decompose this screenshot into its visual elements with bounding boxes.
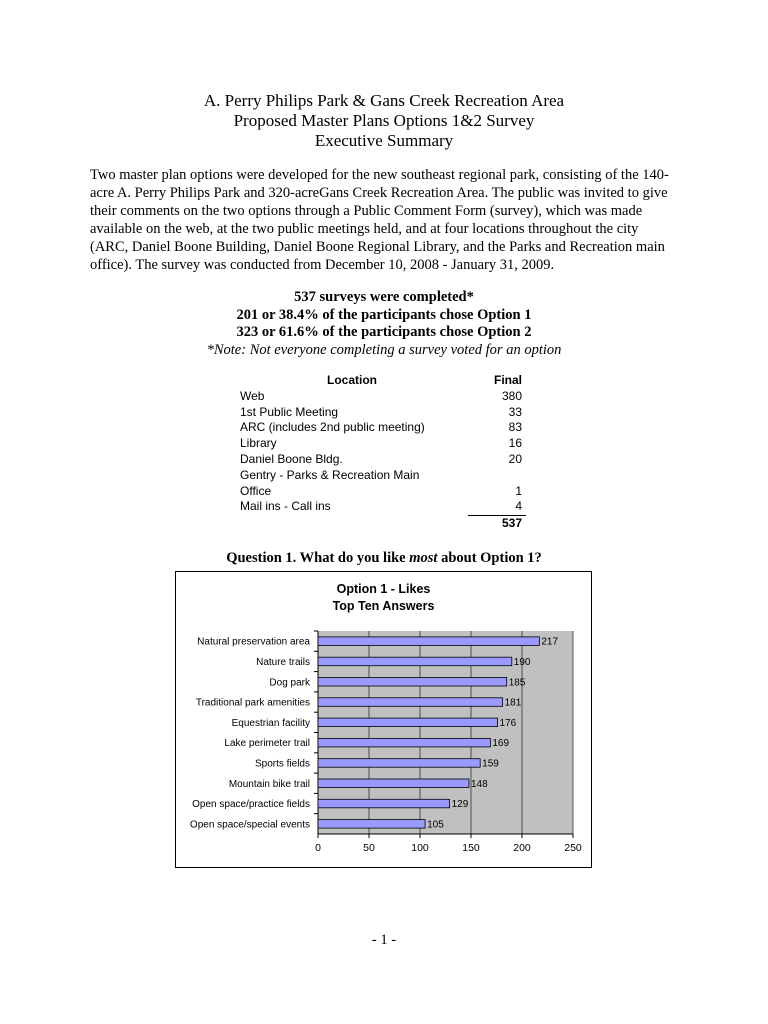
- bar: [318, 779, 469, 788]
- x-tick-label: 0: [315, 842, 321, 854]
- data-label: 217: [541, 636, 559, 648]
- category-label: Traditional park amenities: [195, 697, 310, 709]
- bar: [318, 820, 425, 829]
- final-cell: 33: [508, 404, 522, 419]
- location-cell: ARC (includes 2nd public meeting): [240, 420, 425, 435]
- bar: [318, 718, 498, 727]
- data-label: 181: [504, 697, 522, 709]
- location-cell: Mail ins - Call ins: [240, 499, 331, 514]
- bar: [318, 677, 507, 686]
- x-tick-label: 100: [411, 842, 429, 854]
- category-label: Lake perimeter trail: [224, 738, 310, 750]
- total-cell: 537: [468, 516, 526, 532]
- title-line-2: Proposed Master Plans Options 1&2 Survey: [233, 111, 535, 130]
- chart-title: Option 1 - Likes: [336, 582, 431, 596]
- location-cell: Daniel Boone Bldg.: [240, 451, 343, 466]
- survey-stats: [0, 289, 768, 359]
- data-label: 159: [482, 758, 499, 770]
- final-cell: 380: [501, 388, 522, 403]
- category-label: Equestrian facility: [231, 717, 310, 729]
- bar: [318, 799, 450, 808]
- table-row: [236, 499, 526, 515]
- final-cell: 4: [515, 499, 522, 514]
- bar: [318, 698, 503, 707]
- category-label: Open space/practice fields: [192, 799, 310, 811]
- location-header: Location: [327, 373, 377, 387]
- data-label: 169: [492, 738, 510, 750]
- data-label: 185: [508, 677, 526, 689]
- data-label: 190: [513, 656, 531, 668]
- bar: [318, 637, 539, 646]
- table-row: [236, 436, 526, 452]
- table-row: [236, 420, 526, 436]
- location-table: [236, 373, 526, 532]
- stats-option-1: 201 or 38.4% of the participants chose Option 1: [236, 306, 532, 323]
- table-row: [236, 468, 526, 484]
- data-label: 176: [499, 717, 517, 729]
- title-line-3: Executive Summary: [314, 131, 454, 150]
- stats-option-2: 323 or 61.6% of the participants chose Option 2: [236, 324, 532, 340]
- location-cell: Gentry - Parks & Recreation Main: [240, 467, 420, 482]
- table-row: [236, 452, 526, 468]
- stats-note: *Note: Not everyone completing a survey voted for an option: [206, 341, 562, 358]
- location-table-header: [236, 373, 526, 389]
- page-number: - 1 -: [371, 932, 397, 948]
- final-header: Final: [493, 373, 522, 387]
- stats-completed: 537 surveys were completed*: [294, 289, 474, 305]
- bar: [318, 759, 480, 768]
- location-cell: Office: [240, 483, 272, 498]
- location-cell: 1st Public Meeting: [240, 404, 339, 419]
- bar-chart-svg: [176, 572, 591, 867]
- category-label: Mountain bike trail: [228, 778, 310, 790]
- category-label: Dog park: [269, 677, 310, 689]
- final-cell: 83: [508, 420, 522, 435]
- data-label: 148: [470, 778, 488, 790]
- x-tick-label: 250: [564, 842, 582, 854]
- table-row: [236, 405, 526, 421]
- intro-paragraph: Two master plan options were developed for the new southeast regional park, consisting of the 140-acre A. Perry Philips Park and 320-acreGans Creek Recreation Area. The public was invited to give their comments on the two options through a Public Comment Form (survey), which was made available on the web, at the two public meetings held, and at four locations throughout the city (ARC, Daniel Boone Building, Daniel Boone Regional Library, and the Parks and Recreation main office). The survey was conducted from December 10, 2008 - January 31, 2009.: [90, 167, 669, 273]
- table-total-row: [236, 516, 526, 532]
- question-1-emphasis: most: [409, 550, 438, 566]
- question-1-title: Question 1. What do you like most about Option 1?: [226, 550, 542, 566]
- category-label: Sports fields: [254, 758, 310, 770]
- x-tick-label: 50: [363, 842, 375, 854]
- category-label: Open space/special events: [189, 819, 310, 831]
- title-line-1: A. Perry Philips Park & Gans Creek Recreation Area: [203, 91, 565, 110]
- location-cell: Library: [240, 436, 277, 451]
- x-tick-label: 200: [513, 842, 531, 854]
- table-row: [236, 389, 526, 405]
- location-cell: Web: [240, 388, 265, 403]
- table-row: [236, 484, 526, 500]
- chart-subtitle: Top Ten Answers: [332, 599, 435, 613]
- category-label: Natural preservation area: [197, 636, 310, 648]
- final-cell: 20: [508, 451, 522, 466]
- final-cell: 16: [508, 436, 522, 451]
- bar: [318, 738, 490, 747]
- data-label: 129: [451, 799, 469, 811]
- document-title: [0, 91, 768, 151]
- data-label: 105: [427, 819, 444, 831]
- option-1-likes-chart: [175, 571, 592, 868]
- category-label: Nature trails: [256, 656, 310, 668]
- final-cell: [468, 468, 526, 484]
- final-cell: 1: [515, 483, 522, 498]
- bar: [318, 657, 512, 666]
- x-tick-label: 150: [462, 842, 480, 854]
